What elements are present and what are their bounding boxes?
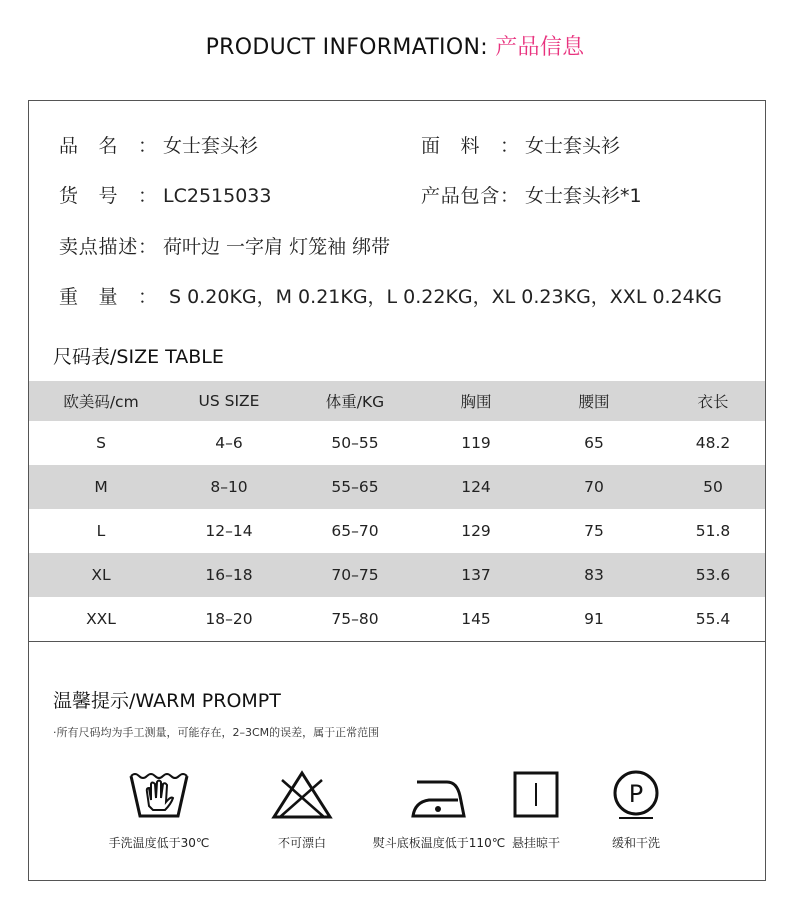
no-bleach-icon: [270, 770, 334, 820]
cell-size: L: [96, 522, 106, 540]
table-row: [29, 597, 765, 641]
cell-bust: 145: [461, 610, 491, 628]
col-header-eu-size: 欧美码/cm: [63, 393, 139, 411]
hang-dry-icon: [504, 770, 568, 820]
col-header-bust: 胸围: [460, 393, 492, 411]
cell-size: XL: [91, 566, 111, 584]
cell-length: 53.6: [695, 566, 731, 584]
size-table-title: 尺码表/SIZE TABLE: [53, 346, 224, 368]
fabric-label: 面料：: [421, 135, 519, 157]
cell-length: 50: [703, 478, 723, 496]
gentle-dry-clean-icon: [604, 770, 668, 820]
table-row: [29, 465, 765, 509]
sku-label: 货号：: [59, 185, 157, 207]
header-title-en: PRODUCT INFORMATION:: [205, 35, 496, 60]
cell-us-size: 4–6: [215, 434, 243, 452]
cell-waist: 75: [584, 522, 604, 540]
cell-us-size: 16–18: [205, 566, 253, 584]
col-header-weight: 体重/KG: [325, 393, 385, 411]
cell-size: XXL: [86, 610, 116, 628]
table-row: [29, 421, 765, 465]
info-selling-row: [59, 232, 390, 259]
selling-value: 荷叶边 一字肩 灯笼袖 绑带: [163, 236, 391, 258]
cell-us-size: 18–20: [205, 610, 253, 628]
info-package-row: [421, 181, 642, 208]
selling-label: 卖点描述：: [59, 236, 157, 258]
hand-wash-icon: [127, 770, 191, 820]
cell-bust: 129: [461, 522, 491, 540]
care-label: 缓和干洗: [611, 836, 660, 850]
table-row: [29, 509, 765, 553]
warm-prompt-box: [28, 641, 766, 881]
cell-bust: 137: [461, 566, 491, 584]
page-header: [0, 30, 790, 61]
svg-text:P: P: [628, 780, 644, 808]
cell-length: 55.4: [695, 610, 731, 628]
cell-length: 51.8: [695, 522, 731, 540]
cell-bust: 124: [461, 478, 491, 496]
warm-prompt-title: 温馨提示/WARM PROMPT: [53, 690, 281, 712]
care-item-no-bleach: [227, 770, 377, 851]
product-info-box: [28, 100, 766, 642]
care-label: 悬挂晾干: [511, 836, 560, 850]
cell-us-size: 8–10: [210, 478, 248, 496]
weight-value: S 0.20KG，M 0.21KG，L 0.22KG，XL 0.23KG，XXL 0.24KG: [163, 286, 722, 308]
cell-weight: 55–65: [331, 478, 379, 496]
care-label: 手洗温度低于30℃: [108, 836, 210, 850]
col-header-waist: 腰围: [578, 393, 610, 411]
cell-size: M: [94, 478, 108, 496]
cell-waist: 91: [584, 610, 604, 628]
info-sku-row: [59, 181, 271, 208]
measurement-note: ·所有尺码均为手工测量，可能存在，2–3CM的误差，属于正常范围: [53, 726, 380, 739]
col-header-length: 衣长: [697, 393, 729, 411]
size-table: [29, 381, 765, 641]
info-name-row: [59, 131, 258, 158]
cell-weight: 75–80: [331, 610, 379, 628]
cell-waist: 83: [584, 566, 604, 584]
cell-bust: 119: [461, 434, 491, 452]
table-row: [29, 553, 765, 597]
cell-size: S: [96, 434, 106, 452]
cell-weight: 50–55: [331, 434, 379, 452]
sku-value: LC2515033: [163, 185, 272, 207]
fabric-value: 女士套头衫: [525, 135, 621, 157]
name-label: 品名：: [59, 135, 157, 157]
cell-waist: 70: [584, 478, 604, 496]
cell-weight: 65–70: [331, 522, 379, 540]
name-value: 女士套头衫: [163, 135, 259, 157]
package-value: 女士套头衫*1: [525, 185, 642, 207]
care-label: 熨斗底板温度低于110℃: [372, 836, 506, 850]
info-weight-row: [59, 282, 722, 309]
package-label: 产品包含：: [421, 185, 519, 207]
cell-waist: 65: [584, 434, 604, 452]
weight-label: 重量：: [59, 286, 157, 308]
col-header-us-size: US SIZE: [198, 392, 260, 410]
care-item-hand-wash: [84, 770, 234, 851]
cell-weight: 70–75: [331, 566, 379, 584]
care-label: 不可漂白: [277, 836, 326, 850]
cell-us-size: 12–14: [205, 522, 253, 540]
cell-length: 48.2: [695, 434, 731, 452]
care-item-gentle-dry-clean: [561, 770, 711, 851]
header-title-zh: 产品信息: [495, 35, 585, 60]
info-fabric-row: [421, 131, 620, 158]
size-table-header-row: [29, 381, 765, 421]
